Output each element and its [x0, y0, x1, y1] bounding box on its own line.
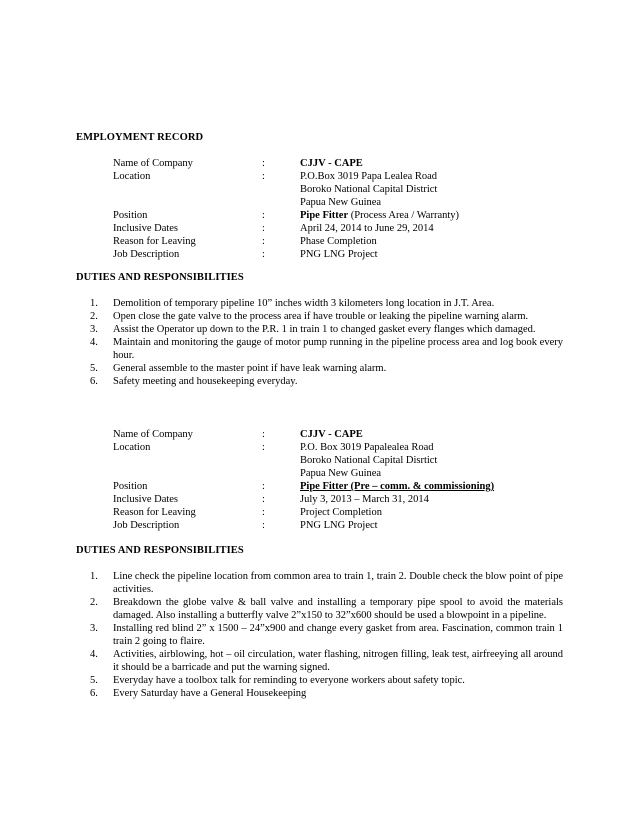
position-label: Position — [113, 210, 148, 221]
colon: : — [262, 429, 265, 440]
company-label: Name of Company — [113, 158, 193, 169]
item-number: 2. — [90, 311, 98, 322]
job1-position-row — [113, 209, 553, 222]
list-item — [90, 297, 563, 310]
job2-info — [113, 428, 553, 532]
job1-reason-row — [113, 235, 553, 248]
item-number: 1. — [90, 298, 98, 309]
colon: : — [262, 249, 265, 260]
company-label: Name of Company — [113, 429, 193, 440]
description-label: Job Description — [113, 249, 180, 260]
company-value: CJJV - CAPE — [300, 429, 363, 440]
list-item — [90, 336, 563, 362]
job1-company-row — [113, 157, 553, 170]
colon: : — [262, 481, 265, 492]
reason-label: Reason for Leaving — [113, 236, 196, 247]
job2-location-line3 — [113, 467, 553, 480]
colon: : — [262, 507, 265, 518]
item-text: General assemble to the master point if have leak warning alarm. — [113, 363, 387, 374]
item-text: Assist the Operator up down to the P.R. 1 in train 1 to changed gasket every flanges which damaged. — [113, 324, 536, 335]
position-value: Pipe Fitter (Pre – comm. & commissioning) — [300, 481, 495, 492]
job1-description-row — [113, 248, 553, 261]
item-number: 3. — [90, 623, 98, 634]
location-label: Location — [113, 442, 151, 453]
colon: : — [262, 171, 265, 182]
item-number: 3. — [90, 324, 98, 335]
job1-location-row — [113, 170, 553, 183]
list-item — [90, 362, 563, 375]
duties-list-1 — [90, 297, 563, 388]
location-value: P.O.Box 3019 Papa Lealea Road — [300, 171, 438, 182]
job1-dates-row — [113, 222, 553, 235]
item-number: 6. — [90, 688, 98, 699]
description-value: PNG LNG Project — [300, 520, 378, 531]
position-label: Position — [113, 481, 148, 492]
item-number: 1. — [90, 571, 98, 582]
employment-record-heading: EMPLOYMENT RECORD — [76, 132, 204, 143]
reason-value: Phase Completion — [300, 236, 377, 247]
position-value — [300, 209, 459, 222]
item-text: Breakdown the globe valve & ball valve and installing a temporary pipe spool to avoid the materials damaged. Also installing a butterfly valve 2”x150 to 32”x600 should be used a blowpoint in a pipeline. — [113, 597, 563, 621]
list-item — [90, 310, 563, 323]
location-value: Papua New Guinea — [300, 468, 382, 479]
job2-company-row — [113, 428, 553, 441]
location-value: Boroko National Capital District — [300, 184, 438, 195]
list-item — [90, 596, 563, 622]
reason-label: Reason for Leaving — [113, 507, 196, 518]
duties-heading-2: DUTIES AND RESPONSIBILITIES — [76, 545, 244, 556]
dates-value: July 3, 2013 – March 31, 2014 — [300, 494, 429, 505]
description-label: Job Description — [113, 520, 180, 531]
job2-location-row — [113, 441, 553, 454]
location-value: Papua New Guinea — [300, 197, 382, 208]
item-text: Safety meeting and housekeeping everyday. — [113, 376, 298, 387]
duties-list-2 — [90, 570, 563, 700]
description-value: PNG LNG Project — [300, 249, 378, 260]
item-number: 2. — [90, 597, 98, 608]
list-item — [90, 622, 563, 648]
item-number: 5. — [90, 363, 98, 374]
dates-label: Inclusive Dates — [113, 223, 179, 234]
colon: : — [262, 442, 265, 453]
list-item — [90, 375, 563, 388]
item-text: Installing red blind 2” x 1500 – 24”x900 and change every gasket from area. Fascination, common train 1 train 2 going to flaire. — [113, 623, 563, 647]
dates-label: Inclusive Dates — [113, 494, 179, 505]
job2-dates-row — [113, 493, 553, 506]
job1-location-line2 — [113, 183, 553, 196]
item-number: 4. — [90, 337, 98, 348]
item-text: Everyday have a toolbox talk for reminding to everyone workers about safety topic. — [113, 675, 465, 686]
location-value: P.O. Box 3019 Papalealea Road — [300, 442, 434, 453]
colon: : — [262, 210, 265, 221]
duties-heading-1: DUTIES AND RESPONSIBILITIES — [76, 272, 244, 283]
colon: : — [262, 236, 265, 247]
job2-position-row — [113, 480, 553, 493]
dates-value: April 24, 2014 to June 29, 2014 — [300, 223, 434, 234]
colon: : — [262, 494, 265, 505]
item-text: Activities, airblowing, hot – oil circulation, water flashing, nitrogen filling, leak test, airfreeying all around it should be a barricade and put the warning signed. — [113, 649, 563, 673]
item-number: 4. — [90, 649, 98, 660]
job2-reason-row — [113, 506, 553, 519]
job1-info — [113, 157, 553, 261]
item-text: Open close the gate valve to the process area if have trouble or leaking the pipeline warning alarm. — [113, 311, 529, 322]
item-text: Demolition of temporary pipeline 10” inches width 3 kilometers long location in J.T. Area. — [113, 298, 495, 309]
job1-location-line3 — [113, 196, 553, 209]
list-item — [90, 687, 563, 700]
item-text: Every Saturday have a General Housekeeping — [113, 688, 307, 699]
list-item — [90, 323, 563, 336]
colon: : — [262, 520, 265, 531]
position-detail: (Process Area / Warranty) — [348, 210, 460, 221]
item-number: 5. — [90, 675, 98, 686]
location-label: Location — [113, 171, 151, 182]
item-text: Maintain and monitoring the gauge of motor pump running in the pipeline process area and log book every hour. — [113, 337, 563, 361]
item-text: Line check the pipeline location from common area to train 1, train 2. Double check the blow point of pipe activities. — [113, 571, 563, 595]
colon: : — [262, 223, 265, 234]
position-title: Pipe Fitter — [300, 210, 349, 221]
list-item — [90, 648, 563, 674]
colon: : — [262, 158, 265, 169]
job2-description-row — [113, 519, 553, 532]
list-item — [90, 674, 563, 687]
job2-location-line2 — [113, 454, 553, 467]
list-item — [90, 570, 563, 596]
item-number: 6. — [90, 376, 98, 387]
reason-value: Project Completion — [300, 507, 382, 518]
company-value: CJJV - CAPE — [300, 158, 363, 169]
location-value: Boroko National Capital Disrtict — [300, 455, 438, 466]
